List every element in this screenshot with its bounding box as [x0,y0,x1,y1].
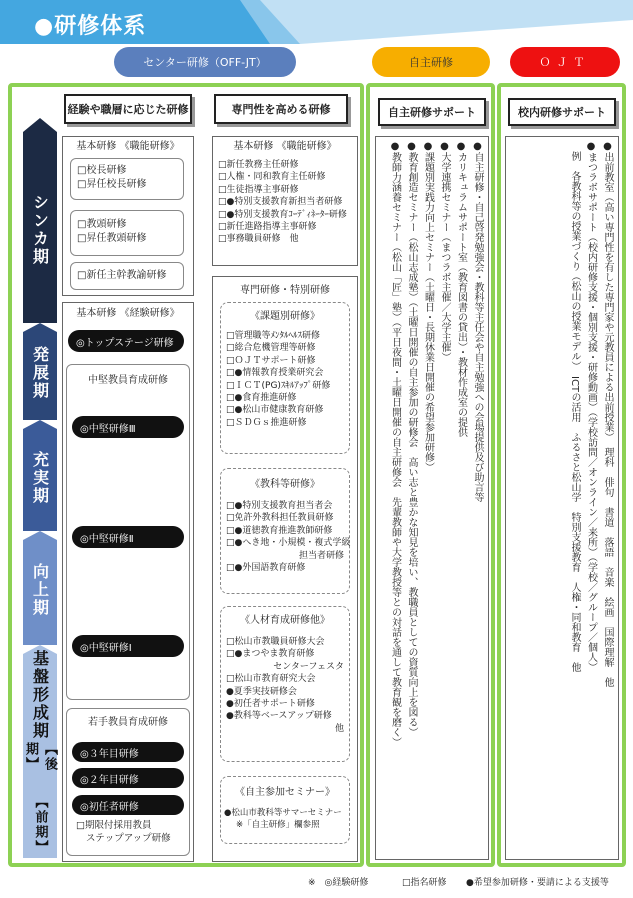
legend-voluntary: ●希望参加研修・要請による支援等 [466,878,609,888]
list-item: ●まつラボサポート（校内研修支援・個別支援・研修動画）（学校訪問／オンライン／来所）（学校／グループ／個人） [585,141,597,672]
list-item: ●夏季実技研修会 [226,686,297,697]
vice-principal-box [70,210,184,256]
col2-header: 専門性を高める研修 [214,94,348,124]
col3-header: 自主研修サポート [378,98,486,126]
list-item: □松山市教職員研修大会 [226,637,325,647]
list-item: □免許外教科担任教員研修 [226,513,334,524]
list-item: ※「自主研修」欄参照 [236,819,320,830]
stage-label-kojo: 向上期 [30,563,50,617]
col2-sec1-title: 基本研修 《職能研修》 [233,141,337,152]
stage-label-kiban: 基盤形成期 [30,650,50,740]
list-item: 例 各教科等の授業づくり（松山の授業モデル） ICTの活用 ふるさと松山学 特別支援教育 人権・同和教育 他 [569,141,580,673]
first-year-badge: ◎初任者研修 [72,795,184,815]
list-item: □総合危機管理等研修 [226,343,316,354]
list-item: ●カリキュラムサポート室（教育図書の貸出）・教材作成室の提供 [455,141,467,437]
list-item: □ＳＤＧｓ推進研修 [226,417,307,428]
col1-header: 経験や職層に応じた研修 [64,94,192,124]
subject-training-list [226,500,350,574]
promoted-vice-principal-training: □昇任教頭研修 [77,233,147,244]
list-item: □ＩＣＴ(PG)ｽｷﾙｱｯﾌﾟ研修 [226,380,331,391]
stage-label-late: 【後期】 [23,742,57,772]
list-item: □●情報教育授業研究会 [226,368,324,379]
hr-training-list [226,636,344,735]
stage-label-shinka: シンカ期 [30,194,50,266]
col2-basic-list [218,159,347,246]
voluntary-seminar-list [224,808,342,831]
list-item: □新任教務主任研修 [218,160,299,170]
list-item: □●まつやま教育研修 [226,649,315,660]
mid-career-title: 中堅教員育成研修 [88,375,168,386]
principal-box [70,158,184,200]
fixed-term-line1: □期限付採用教員 [76,820,152,831]
ojt-pill: ＯＪＴ [510,47,620,77]
list-item: □新任進路指導主事研修 [218,222,317,233]
list-item: □●道徳教育推進教師研修 [226,525,333,536]
fixed-term-line2: ステップアップ研修 [86,832,171,844]
list-item: □●特別支援教育新担当者研修 [218,197,343,208]
list-item: □事務職員研修 他 [218,234,299,245]
list-item: ●教師力涵養セミナー（松山「匠」塾）（平日夜間・土曜日開催の自主研修会 先輩教師や大学教授等との対話を通して教育観を磨く） [389,141,401,747]
col2-sec2-title: 専門研修・特別研修 [240,285,330,296]
list-item: ●初任者サポート研修 [226,699,315,710]
chief-teacher-box [70,262,184,290]
mid-1-badge: ◎中堅研修Ⅰ [72,635,184,657]
col1-sec1-title: 基本研修 《職能研修》 [76,141,180,152]
legend-experience: ※ ◎経験研修 [308,878,369,888]
school-support-list [510,141,614,841]
stage-label-jujitsu: 充実期 [30,450,50,505]
principal-training: □校長研修 [77,165,127,176]
issue-training-title: 《課題別研修》 [250,311,320,322]
list-item: □人権・同和教育主任研修 [218,172,326,183]
list-item: □生徒指導主事研修 [218,184,299,195]
self-support-list [380,141,484,841]
list-item: ●教育創造セミナー（松山志成塾）（土曜日開催の自主参加の研修会 高い志と豊かな知見を培い、教職員としての資質向上を図る） [406,141,417,737]
center-training-pill: センター研修（OFF-JT） [114,47,296,77]
year3-badge: ◎３年目研修 [72,742,184,762]
list-item: □●外国語教育研修 [226,563,306,574]
list-item: □●特別支援教育担当者会 [226,501,333,511]
list-item: ●自主研修・自己啓発勉強会・教科等主任会や自主勉強への会場提供及び助言等 [472,141,483,502]
fixed-term-step-up [76,820,171,846]
page-title: ●研修体系 [34,14,147,39]
list-item: □●食育推進研修 [226,393,297,404]
year2-badge: ◎２年目研修 [72,768,184,788]
list-item: □●特別支援教育ｺｰﾃﾞｨﾈｰﾀｰ研修 [218,209,347,220]
list-item: ●教科等ベースアップ研修 [226,711,332,722]
list-item: □ＯＪＴサポート研修 [226,355,316,366]
chief-teacher-training: □新任主幹教諭研修 [77,270,167,281]
mid-3-badge: ◎中堅研修Ⅲ [72,416,184,438]
list-item: □管理職等ﾒﾝﾀﾙﾍﾙｽ研修 [226,331,321,341]
vice-principal-training: □教頭研修 [77,219,127,230]
promoted-principal-training: □昇任校長研修 [77,179,147,190]
list-item: センターフェスタ [273,661,344,672]
stage-label-hatten: 発展期 [30,346,50,400]
list-item: ●課題別実践力向上セミナー（土曜日・長期休業日開催の希望参加研修） [422,141,434,472]
list-item: □松山市教育研究大会 [226,674,316,685]
list-item: ●大学連携セミナー（まつラボ主催／大学主催） [439,141,450,362]
voluntary-seminar-title: 《自主参加セミナー》 [235,787,335,798]
subject-training-title: 《教科等研修》 [250,479,320,490]
list-item: 他 [334,723,344,734]
stage-label-early: 【前期】 [32,795,48,855]
legend-nominated: □指名研修 [402,878,447,888]
mid-2-badge: ◎中堅研修Ⅱ [72,526,184,548]
hr-training-title: 《人材育成研修他》 [240,615,330,626]
list-item: 担当者研修 [298,550,344,561]
list-item: ●松山市教科等サマーセミナー [224,808,342,818]
list-item: □●へき地・小規模・複式学級 [226,538,351,549]
self-training-pill: 自主研修 [372,47,490,77]
list-item: ●出前教室（高い専門性を有した専門家や元教員による出前授業） 理科 俳句 書道 落語 音楽 絵画 国際理解 他 [602,141,613,687]
col4-header: 校内研修サポート [508,98,616,126]
list-item: □●松山市健康教育研修 [226,405,324,416]
issue-training-list [226,330,330,429]
col1-sec2-title: 基本研修 《経験研修》 [76,308,180,319]
young-teacher-title: 若手教員育成研修 [88,717,168,728]
top-stage-badge: ◎トップステージ研修 [68,330,184,352]
